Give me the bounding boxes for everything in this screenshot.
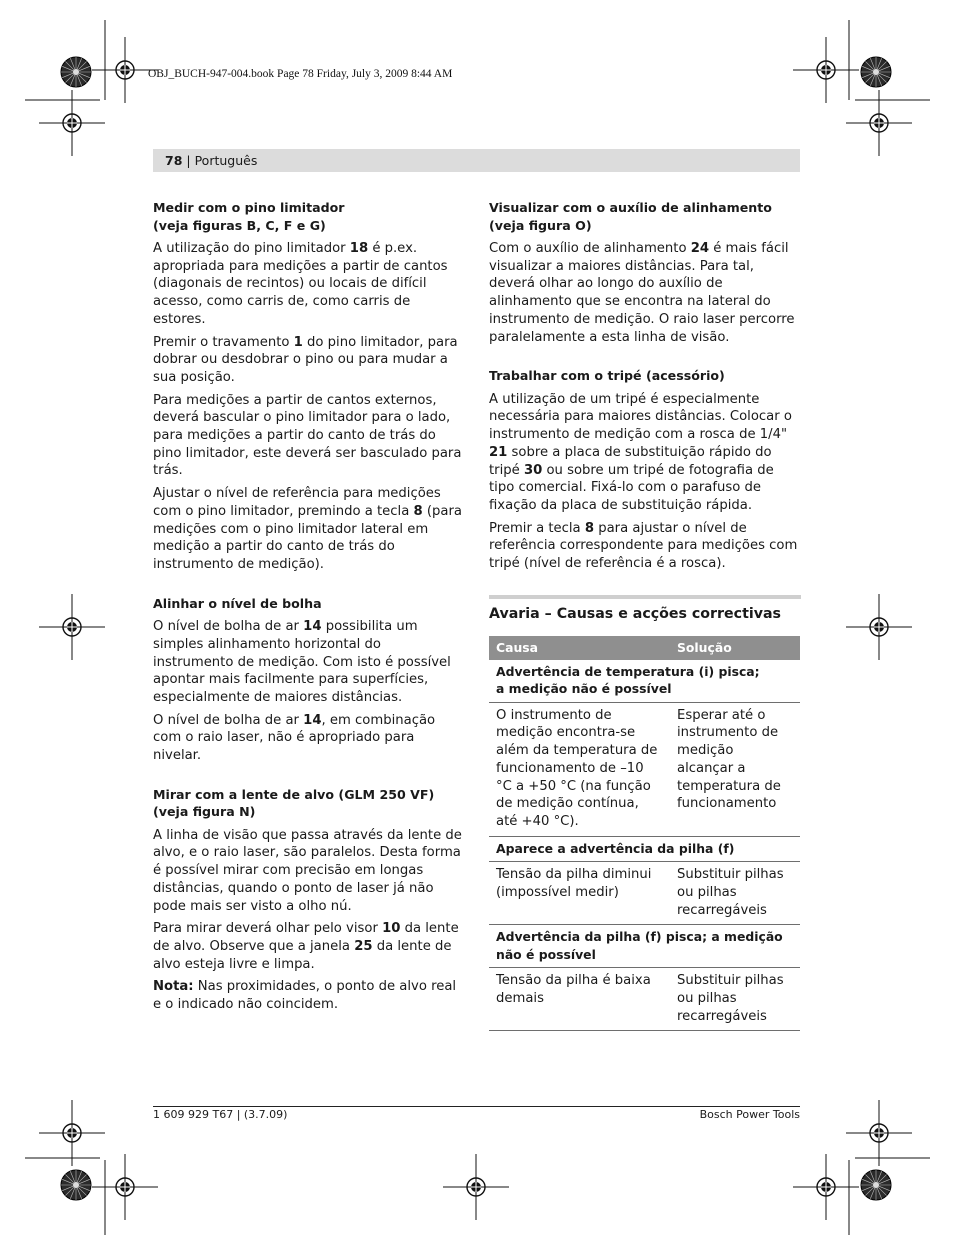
- section-heading: [153, 199, 465, 234]
- paragraph: Para medições a partir de cantos externos, deverá bascular o pino limitador para o lado, para medições a partir do canto de trás do pino limitador, este deverá ser basculado para trás.: [153, 392, 462, 479]
- paragraph: A utilização de um tripé é especialmente necessária para maiores distâncias. Colocar o instrumento de medição com a rosca de 1/4" 21 sobre a placa de substituição rápido do tripé 30 ou sobre um tripé de fotografia de tipo comercial. Fixá-lo com o parafuso de fixação da placa de substituição rápida.: [489, 391, 792, 513]
- footer-document-code: 1 609 929 T67 | (3.7.09): [153, 1108, 288, 1121]
- reference-number: 25: [354, 939, 373, 954]
- solution-cell: Substituir pilhas ou pilhas recarregáveis: [670, 862, 800, 925]
- troubleshooting-heading: Avaria – Causas e acções correctivas: [489, 605, 781, 622]
- heading-line: Medir com o pino limitador: [153, 200, 345, 215]
- table-header-row: [489, 636, 800, 660]
- printer-info-line: OBJ_BUCH-947-004.book Page 78 Friday, July 3, 2009 8:44 AM: [148, 68, 453, 80]
- cause-cell: Tensão da pilha é baixa demais: [489, 968, 670, 1031]
- paragraph: Premir a tecla 8 para ajustar o nível de referência correspondente para medições com tripé (nível de referência é a rosca).: [489, 520, 798, 572]
- paragraph: O nível de bolha de ar 14 possibilita um simples alinhamento horizontal do instrumento de medição. Com isto é possível apontar mais facilmente para superfícies, especialmente de maiores distâncias.: [153, 619, 451, 705]
- footer-brand: Bosch Power Tools: [699, 1108, 800, 1121]
- section-heading: [489, 199, 801, 234]
- category-row: [489, 836, 800, 862]
- paragraph: A linha de visão que passa através da lente de alvo, e o raio laser, são paralelos. Desta forma é possível mirar com precisão em longas distâncias, quando o ponto de laser já não pode mais ser visto a olho nú.: [153, 827, 462, 914]
- section-heading: Alinhar o nível de bolha: [153, 595, 322, 611]
- header-separator: |: [182, 153, 195, 168]
- heading-line: Visualizar com o auxílio de alinhamento: [489, 200, 772, 215]
- paragraph: A utilização do pino limitador 18 é p.ex. apropriada para medições a partir de cantos (diagonais de recintos) ou locais de difícil acesso, como carris de, como carris de estores.: [153, 241, 448, 327]
- section-heading: Trabalhar com o tripé (acessório): [489, 368, 725, 384]
- heading-line: (veja figuras B, C, F e G): [153, 217, 326, 233]
- paragraph: Ajustar o nível de referência para medições com o pino limitador, premindo a tecla 8 (para medições com o pino limitador lateral em medição a partir do canto de trás do instrumento de medição).: [153, 486, 462, 572]
- reference-number: 8: [584, 520, 595, 536]
- page-header: [153, 149, 800, 172]
- note-paragraph: Nota: Nas proximidades, o ponto de alvo real e o indicado não coincidem.: [153, 979, 457, 1013]
- paragraph: O nível de bolha de ar 14, em combinação com o raio laser, não é apropriado para nivelar.: [153, 712, 436, 764]
- reference-number: 30: [523, 462, 543, 478]
- table-row: [489, 862, 800, 925]
- note-label: Nota:: [153, 979, 194, 995]
- category-row: [489, 660, 800, 703]
- reference-number: 21: [489, 444, 508, 460]
- reference-number: 1: [293, 334, 303, 350]
- reference-number: 18: [349, 241, 369, 256]
- solution-cell: Esperar até o instrumento de medição alcançar a temperatura de funcionamento: [670, 702, 800, 836]
- page-number: 78: [165, 153, 183, 168]
- table-row: [489, 702, 800, 836]
- section-divider: [489, 595, 801, 599]
- paragraph: Para mirar deverá olhar pelo visor 10 da lente de alvo. Observe que a janela 25 da lente de alvo esteja livre e limpa.: [153, 921, 459, 972]
- heading-line: (veja figura N): [153, 804, 256, 820]
- heading-line: Mirar com a lente de alvo (GLM 250 VF): [153, 786, 435, 802]
- right-column: [489, 199, 801, 1031]
- reference-number: 10: [382, 921, 401, 937]
- table-row: [489, 968, 800, 1031]
- footer-divider: [153, 1106, 800, 1107]
- reference-number: 14: [303, 619, 322, 635]
- category-row: [489, 925, 800, 968]
- heading-line: (veja figura O): [489, 217, 592, 233]
- category-cell: Advertência da pilha (f) pisca; a medição não é possível: [489, 925, 800, 968]
- reference-number: 24: [690, 241, 710, 256]
- reference-number: 8: [413, 503, 423, 519]
- header-language: Português: [194, 153, 258, 168]
- category-cell: Advertência de temperatura (i) pisca; a medição não é possível: [489, 660, 800, 703]
- paragraph: Com o auxílio de alinhamento 24 é mais fácil visualizar a maiores distâncias. Para tal, deverá olhar ao longo do auxílio de alinhamento que se encontra na lateral do instrumento de medição. O raio laser percorre paralelamente a esta linha de visão.: [489, 241, 795, 345]
- category-cell: Aparece a advertência da pilha (f): [489, 836, 800, 862]
- section-heading: [153, 786, 465, 821]
- troubleshooting-table: [489, 636, 800, 1032]
- paragraph: Premir o travamento 1 do pino limitador, para dobrar ou desdobrar o pino ou para mudar a sua posição.: [153, 334, 458, 385]
- reference-number: 14: [303, 712, 322, 728]
- left-column: [153, 199, 465, 1019]
- solution-cell: Substituir pilhas ou pilhas recarregáveis: [670, 968, 800, 1031]
- column-header-cause: Causa: [489, 636, 670, 660]
- cause-cell: O instrumento de medição encontra-se além da temperatura de funcionamento de –10 °C a +50 °C (na função de medição contínua, até +40 °C).: [489, 702, 670, 836]
- cause-cell: Tensão da pilha diminui (impossível medir): [489, 862, 670, 925]
- column-header-solution: Solução: [670, 636, 800, 660]
